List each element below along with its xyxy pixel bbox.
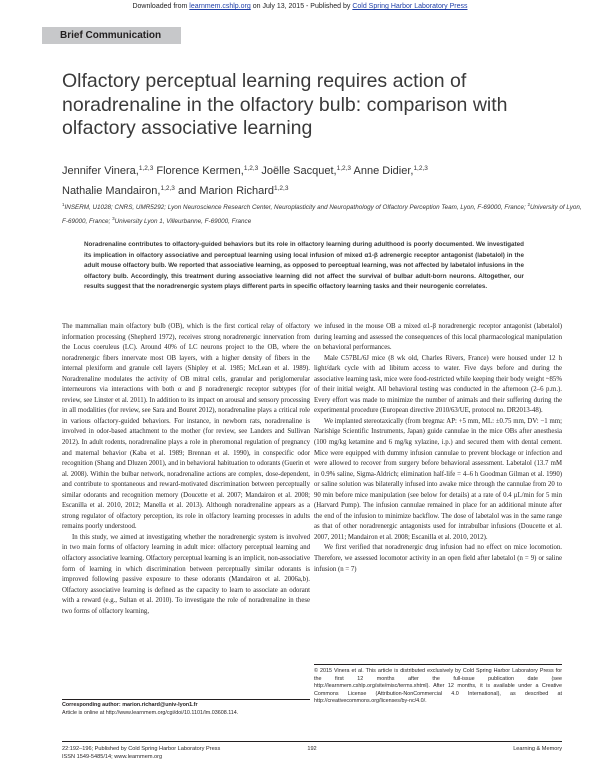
body-column-left: [62, 322, 310, 617]
author-list: [62, 160, 582, 200]
affiliation: INSERM, U1028; CNRS, UMR5292; Lyon Neuroscience Research Center, Neuroplasticity and Neuropathology of Olfactory Perception Team, Lyon, F-69000, France;: [64, 204, 526, 211]
footer-publication-info: 22:192–196; Published by Cold Spring Harbor Laboratory Press ISSN 1549-5485/14; www.learnmem.org: [62, 746, 221, 760]
correspondence: [62, 699, 310, 717]
paragraph: Male C57BL/6J mice (8 wk old, Charles Rivers, France) were housed under 12 h light/dark cycle with ad libitum access to water. Five days before and during the associative learning task, mice were food-restricted while keeping their body weight ~85% of their initial weight. All behavioral testing was conducted in the afternoon (2–6 p.m.). Every effort was made to minimize the number of animals and their suffering during the experimental procedure (European directive 2010/63/UE, protocol no. DR2013-48).: [314, 354, 562, 415]
body-column-right: [314, 322, 562, 575]
author: Nathalie Mandairon,$^{1,2,3}$: [62, 185, 175, 197]
paragraph: we infused in the mouse OB a mixed α1-β noradrenergic receptor antagonist (labetalol) during learning and assessed the consequences of this local pharmacological manipulation on behavioral performances.: [314, 323, 562, 352]
banner-prefix: Downloaded from: [132, 3, 190, 10]
article-doi: Article is online at http://www.learnmem.org/cgi/doi/10.1101/lm.03608.114.: [62, 709, 239, 716]
page-number: 192: [307, 746, 317, 752]
correspondence-email[interactable]: marion.richard@univ-lyon1.fr: [122, 702, 198, 708]
download-banner: [0, 3, 600, 10]
affiliation: University of Lyon, F-69000, France;: [62, 204, 582, 225]
banner-publisher-link[interactable]: Cold Spring Harbor Laboratory Press: [352, 3, 468, 10]
affiliation: University Lyon 1, Villeurbanne, F-69000, France: [114, 217, 252, 225]
section-tag: Brief Communication: [42, 27, 181, 44]
author: Anne Didier,$^{1,2,3}$: [353, 165, 428, 177]
author: Joëlle Sacquet,$^{1,2,3}$: [261, 165, 352, 177]
banner-middle: on July 13, 2015 - Published by: [250, 3, 353, 10]
page-footer: [62, 741, 562, 760]
banner-site-link[interactable]: learnmem.cshlp.org: [189, 3, 251, 10]
author: and Marion Richard$^{1,2,3}$: [177, 185, 289, 197]
affiliations: $^1$INSERM, U1028; CNRS, UMR5292; Lyon Neuroscience Research Center, Neuroplasticity and Neuropathology of Olfactory Perception Team, Lyon, F-69000, France; $^2$University of Lyon, F-69000, France; $^3$University Lyon 1, Villeurbanne, F-69000, France: [62, 202, 582, 225]
abstract: Noradrenaline contributes to olfactory-guided behaviors but its role in olfactory learning during adulthood is poorly documented. We investigated its implication in olfactory associative and perceptual learning using local infusion of mixed α1-β adrenergic receptor antagonist (labetalol) in the adult mouse olfactory bulb. We reported that associative learning, as opposed to perceptual learning, was not affected by labetalol infusions in the olfactory bulb. Accordingly, this treatment during associative learning did not affect the survival of bulbar adult-born neurons. Altogether, our results suggest that the noradrenergic system plays different parts in specific olfactory learning tasks and their neurogenic correlates.: [84, 241, 524, 291]
paragraph: The mammalian main olfactory bulb (OB), which is the first cortical relay of olfactory information processing (Shepherd 1972), receives strong noradrenergic innervation from the Locus coeruleus (LC). Around 40% of LC neurons project to the OB, where the noradrenergic fibers innervate most OB layers, with a higher density of fibers in the internal plexiform and granule cell layers (Shipley et al. 1985; McLean et al. 1989). Noradrenaline modulates the activity of OB mitral cells, granular and periglomerular interneurons via interactions with both α and β noradrenergic receptor subtypes (for review, see Linster et al. 2011). In addition to its impact on arousal and sensory processing in all modalities (for review, see Sara and Bouret 2012), noradrenaline plays a critical role in various olfactory-guided behaviors. For instance, in newborn rats, noradrenaline is involved in odor-based attachment to the mother (for review, see Landers and Sullivan 2012). In adult rodents, noradrenaline plays a role in pheromonal regulation of pregnancy and maternal behavior (Kaba et al. 1989; Brennan et al. 1990), in conspecific odor recognition (Shang and Dluzen 2001), and in behavioral habituation to odorants (Guerin et al. 2008). Within the bulbar network, noradrenaline actions are complex, dose-dependent, and contribute to spontaneous and reward-motivated discrimination between perceptually similar odorants and recognition memory (Doucette et al. 2007; Mandairon et al. 2008; Escanilla et al. 2010, 2012; Manella et al. 2013). Although noradrenaline appears as a strong regulator of olfactory perception, its role in olfactory learning processes in adults remains poorly understood.: [62, 323, 310, 531]
correspondence-label: Corresponding author:: [62, 702, 121, 708]
author: Florence Kermen,$^{1,2,3}$: [156, 165, 259, 177]
license-notice: © 2015 Vinera et al. This article is distributed exclusively by Cold Spring Harbor Laboratory Press for the first 12 months after the full-issue publication date (see http://learnmem.cshlp.org/site/misc/terms.xhtml). After 12 months, it is available under a Creative Commons License (Attribution-NonCommercial 4.0 International), as described at http://creativecommons.org/licenses/by-nc/4.0/.: [314, 664, 562, 706]
paragraph: We first verified that noradrenergic drug infusion had no effect on mice locomotion. Therefore, we assessed locomotor activity in an open field after labetalol (n = 9) or saline infusion (n = 7): [314, 544, 562, 573]
paragraph: We implanted stereotaxically (from bregma: AP: +5 mm, ML: ±0.75 mm, DV: −1 mm; Narishige Scientific Instruments, Japan) guide cannulae in the mice OBs after anesthesia (100 mg/kg ketamine and 6 mg/kg xylazine, i.p.) and secured them with dental cement. Mice were equipped with dummy infusion cannulae to prevent blockage or infection and were allowed to recover from surgery before behavioral assessment. Labetalol (13.7 mM in 0.9% saline, Sigma-Aldrich; elimination half-life = 4–6 h Goodman Gilman et al. 1990) or saline solution was bilaterally infused into awake mice through the cannulae from 20 to 90 min before mice manipulation (see below for details) at a rate of 0.4 µL/min for 5 min (Harvard Pump). The infusion cannulae remained in place for an additional minute after the end of the infusion to minimize backflow. The dose of labetalol was in the same range as that of other noradrenergic antagonists used for intrabulbar infusions (Doucette et al. 2007, 2011; Mandairon et al. 2008; Escanilla et al. 2010, 2012).: [314, 417, 562, 541]
article-title: Olfactory perceptual learning requires action of noradrenaline in the olfactory bulb: comparison with olfactory associative learning: [62, 70, 508, 139]
paragraph: In this study, we aimed at investigating whether the noradrenergic system is involved in two main forms of olfactory learning in adult mice: olfactory perceptual learning and olfactory associative learning. Olfactory perceptual learning is an implicit, non-associative form of learning in which discrimination between perceptually similar odorants is improved following passive exposure to these odorants (Mandairon et al. 2006a,b). Olfactory associative learning is defined as the capacity to learn to associate an odorant with a reward (e.g., Sultan et al. 2010). To investigate the role of noradrenaline in these two forms of olfactory learning,: [62, 533, 310, 615]
author: Jennifer Vinera,$^{1,2,3}$: [62, 165, 154, 177]
journal-name: Learning & Memory: [513, 746, 562, 752]
